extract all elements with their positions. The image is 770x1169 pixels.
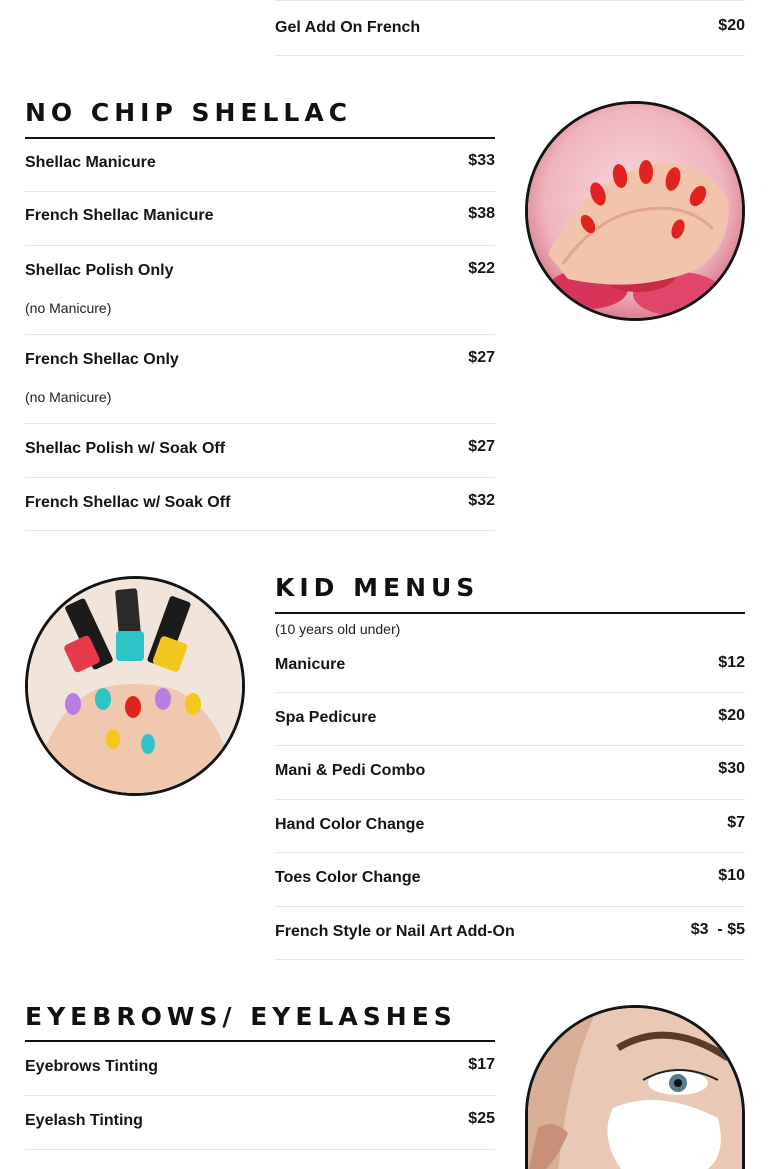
- item-name: French Shellac Manicure: [25, 207, 214, 224]
- menu-item: [25, 335, 495, 424]
- item-name: French Shellac Only: [25, 351, 179, 368]
- item-name: Eyelash Tinting: [25, 1112, 143, 1129]
- red-nails-photo-icon: [528, 104, 742, 318]
- menu-item: [25, 478, 495, 531]
- item-name: Shellac Polish Only: [25, 262, 174, 279]
- item-price: $22: [468, 260, 495, 277]
- item-price: $10: [718, 867, 745, 884]
- item-name: Shellac Polish w/ Soak Off: [25, 440, 226, 457]
- item-price: $30: [718, 760, 745, 777]
- menu-item: [275, 746, 745, 800]
- section-title-brows: EYEBROWS/ EYELASHES: [25, 1002, 457, 1031]
- menu-item: [25, 139, 495, 192]
- menu-item: [275, 693, 745, 746]
- item-name: Spa Pedicure: [275, 709, 377, 726]
- item-price: $32: [468, 492, 495, 509]
- menu-item: [275, 640, 745, 693]
- item-price: $3 - $5: [690, 921, 745, 938]
- item-name: Hand Color Change: [275, 816, 425, 833]
- item-note: (no Manicure): [25, 389, 112, 405]
- menu-item: [25, 1096, 495, 1150]
- item-price: $17: [468, 1056, 495, 1073]
- item-price: $38: [468, 205, 495, 222]
- item-price: $7: [727, 814, 745, 831]
- menu-item: [275, 800, 745, 853]
- section-rule: [275, 612, 745, 614]
- menu-item: [275, 853, 745, 907]
- item-price: $33: [468, 152, 495, 169]
- item-note: (no Manicure): [25, 300, 112, 316]
- item-name: Mani & Pedi Combo: [275, 762, 426, 779]
- eye-patch-photo-icon: [528, 1008, 742, 1169]
- item-price: $20: [718, 17, 745, 34]
- item-name: French Style or Nail Art Add-On: [275, 923, 515, 940]
- section-title-kids: KID MENUS: [275, 573, 480, 602]
- menu-item: [25, 192, 495, 246]
- section-note: (10 years old under): [275, 621, 401, 637]
- item-name: Eyebrows Tinting: [25, 1058, 159, 1075]
- brows-photo: [525, 1005, 745, 1169]
- item-price: $20: [718, 707, 745, 724]
- section-title-shellac: NO CHIP SHELLAC: [25, 98, 353, 127]
- item-name: Shellac Manicure: [25, 154, 156, 171]
- colorful-nails-photo-icon: [28, 579, 242, 793]
- menu-item: [275, 907, 745, 960]
- menu-item: [25, 246, 495, 335]
- shellac-photo: [525, 101, 745, 321]
- menu-item: [25, 424, 495, 478]
- item-price: $27: [468, 438, 495, 455]
- item-price: $12: [718, 654, 745, 671]
- item-price: $25: [468, 1110, 495, 1127]
- item-name: French Shellac w/ Soak Off: [25, 494, 231, 511]
- item-name: Manicure: [275, 656, 346, 673]
- item-name: Gel Add On French: [275, 19, 421, 36]
- kids-photo: [25, 576, 245, 796]
- item-price: $27: [468, 349, 495, 366]
- menu-item: [275, 0, 745, 56]
- menu-item: [25, 1042, 495, 1096]
- item-name: Toes Color Change: [275, 869, 421, 886]
